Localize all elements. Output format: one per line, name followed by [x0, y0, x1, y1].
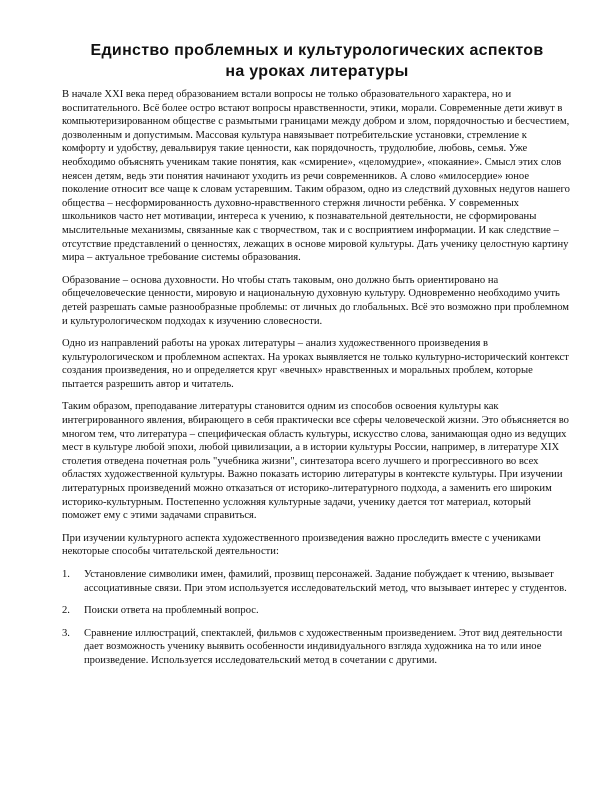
list-item-text: Установление символики имен, фамилий, прозвищ персонажей. Задание побуждает к чтению, вызывает ассоциативные связи. При этом используется исследовательский метод, что вызывает интерес у студентов. [84, 569, 567, 594]
methods-list [62, 568, 572, 668]
list-item [62, 604, 572, 618]
list-item-number: 2. [62, 605, 70, 617]
list-item-text: Сравнение иллюстраций, спектаклей, фильмов с художественным произведением. Этот вид деятельности дает возможность ученику выявить особенности индивидуального взгляда художника на то или иное произведение. Используется исследовательский метод в сочетании с другими. [84, 627, 563, 666]
list-item-number: 3. [62, 627, 70, 639]
list-item [62, 627, 572, 668]
list-item-number: 1. [62, 569, 70, 580]
list-item [62, 568, 572, 595]
paragraph-education: Образование – основа духовности. Но чтобы стать таковым, оно должно быть ориентировано на общечеловеческие ценности, мировую и национальную духовную культуру. Одновременно необходимо учить детей разрешать самые разнообразные проблемы: от личных до глобальных. Всё это возможно при проблемном и культурологическом подходах к изучению словесности. [62, 274, 569, 327]
paragraph-methods-intro: При изучении культурного аспекта художественного произведения важно проследить вместе с учениками некоторые способы читательской деятельности: [62, 532, 541, 558]
list-item-text: Поиски ответа на проблемный вопрос. [84, 605, 259, 617]
paragraph-intro: В начале XXI века перед образованием встали вопросы не только образовательного характера, но и воспитательного. Всё более остро встают вопросы нравственности, этики, морали. Современные дети живут в компьютеризированном обществе с размытыми границами между добром и злом, порядочностью и бесчестием, дозволенным и допустимым. Массовая культура навязывает потребительские установки, стремление к комфорту и удобству, девальвируя такие ценности, как порядочность, трудолюбие, любовь, семья. Уже необходимо объяснять ученикам такие понятия, как «смирение», «целомудрие», «покаяние». Смысл этих слов неясен детям, ведь эти понятия начинают уходить из речи современников. А слово «милосердие» юное поколение относит все чаще к словам устаревшим. Таким образом, одно из следствий духовных недугов нашего общества – несформированность духовно-нравственного стержня личности ребёнка. У современных школьников часто нет мотивации, интереса к учению, к познавательной деятельности, не сформированы мыслительные механизмы, связанные как с творчеством, так и с восприятием информации. И как следствие – отсутствие представлений о ценностях, лежащих в основе мировой культуры. Дать ученику целостную картину мира – актуальное требование системы образования. [62, 89, 570, 264]
paragraph-analysis: Одно из направлений работы на уроках литературы – анализ художественного произведения в культурологическом и проблемном аспектах. На уроках выявляется не только культурно-исторический контекст создания произведения, но и определяется круг «вечных» нравственных и моральных проблем, которые пытается разрешить автор и читатель. [62, 338, 569, 390]
document-title [62, 40, 572, 82]
title-line-2: на уроках литературы [225, 63, 409, 80]
title-line-1: Единство проблемных и культурологических аспектов [90, 42, 544, 59]
paragraph-culture: Таким образом, преподавание литературы становится одним из способов освоения культуры как интегрированного явления, вбирающего в себя практически все сферы человеческой жизни. Это объясняется во многом тем, что литература – специфическая область культуры, искусство слова, занимающая одно из ведущих мест в культуре любой эпохи, любой цивилизации, а в истории культуры России, например, в литературе XIX столетия отведена почетная роль "учебника жизни", синтезатора всего лучшего и прогрессивного во всех областях художественной культуры. Важно показать историю литературы в контексте культуры. При изучении литературных произведений можно отказаться от историко-литературного подхода, а заменить его широким историко-культурным. Постепенно усложняя культурные задачи, ученику дается тот материал, который поможет ему с этими задачами справиться. [62, 401, 569, 522]
